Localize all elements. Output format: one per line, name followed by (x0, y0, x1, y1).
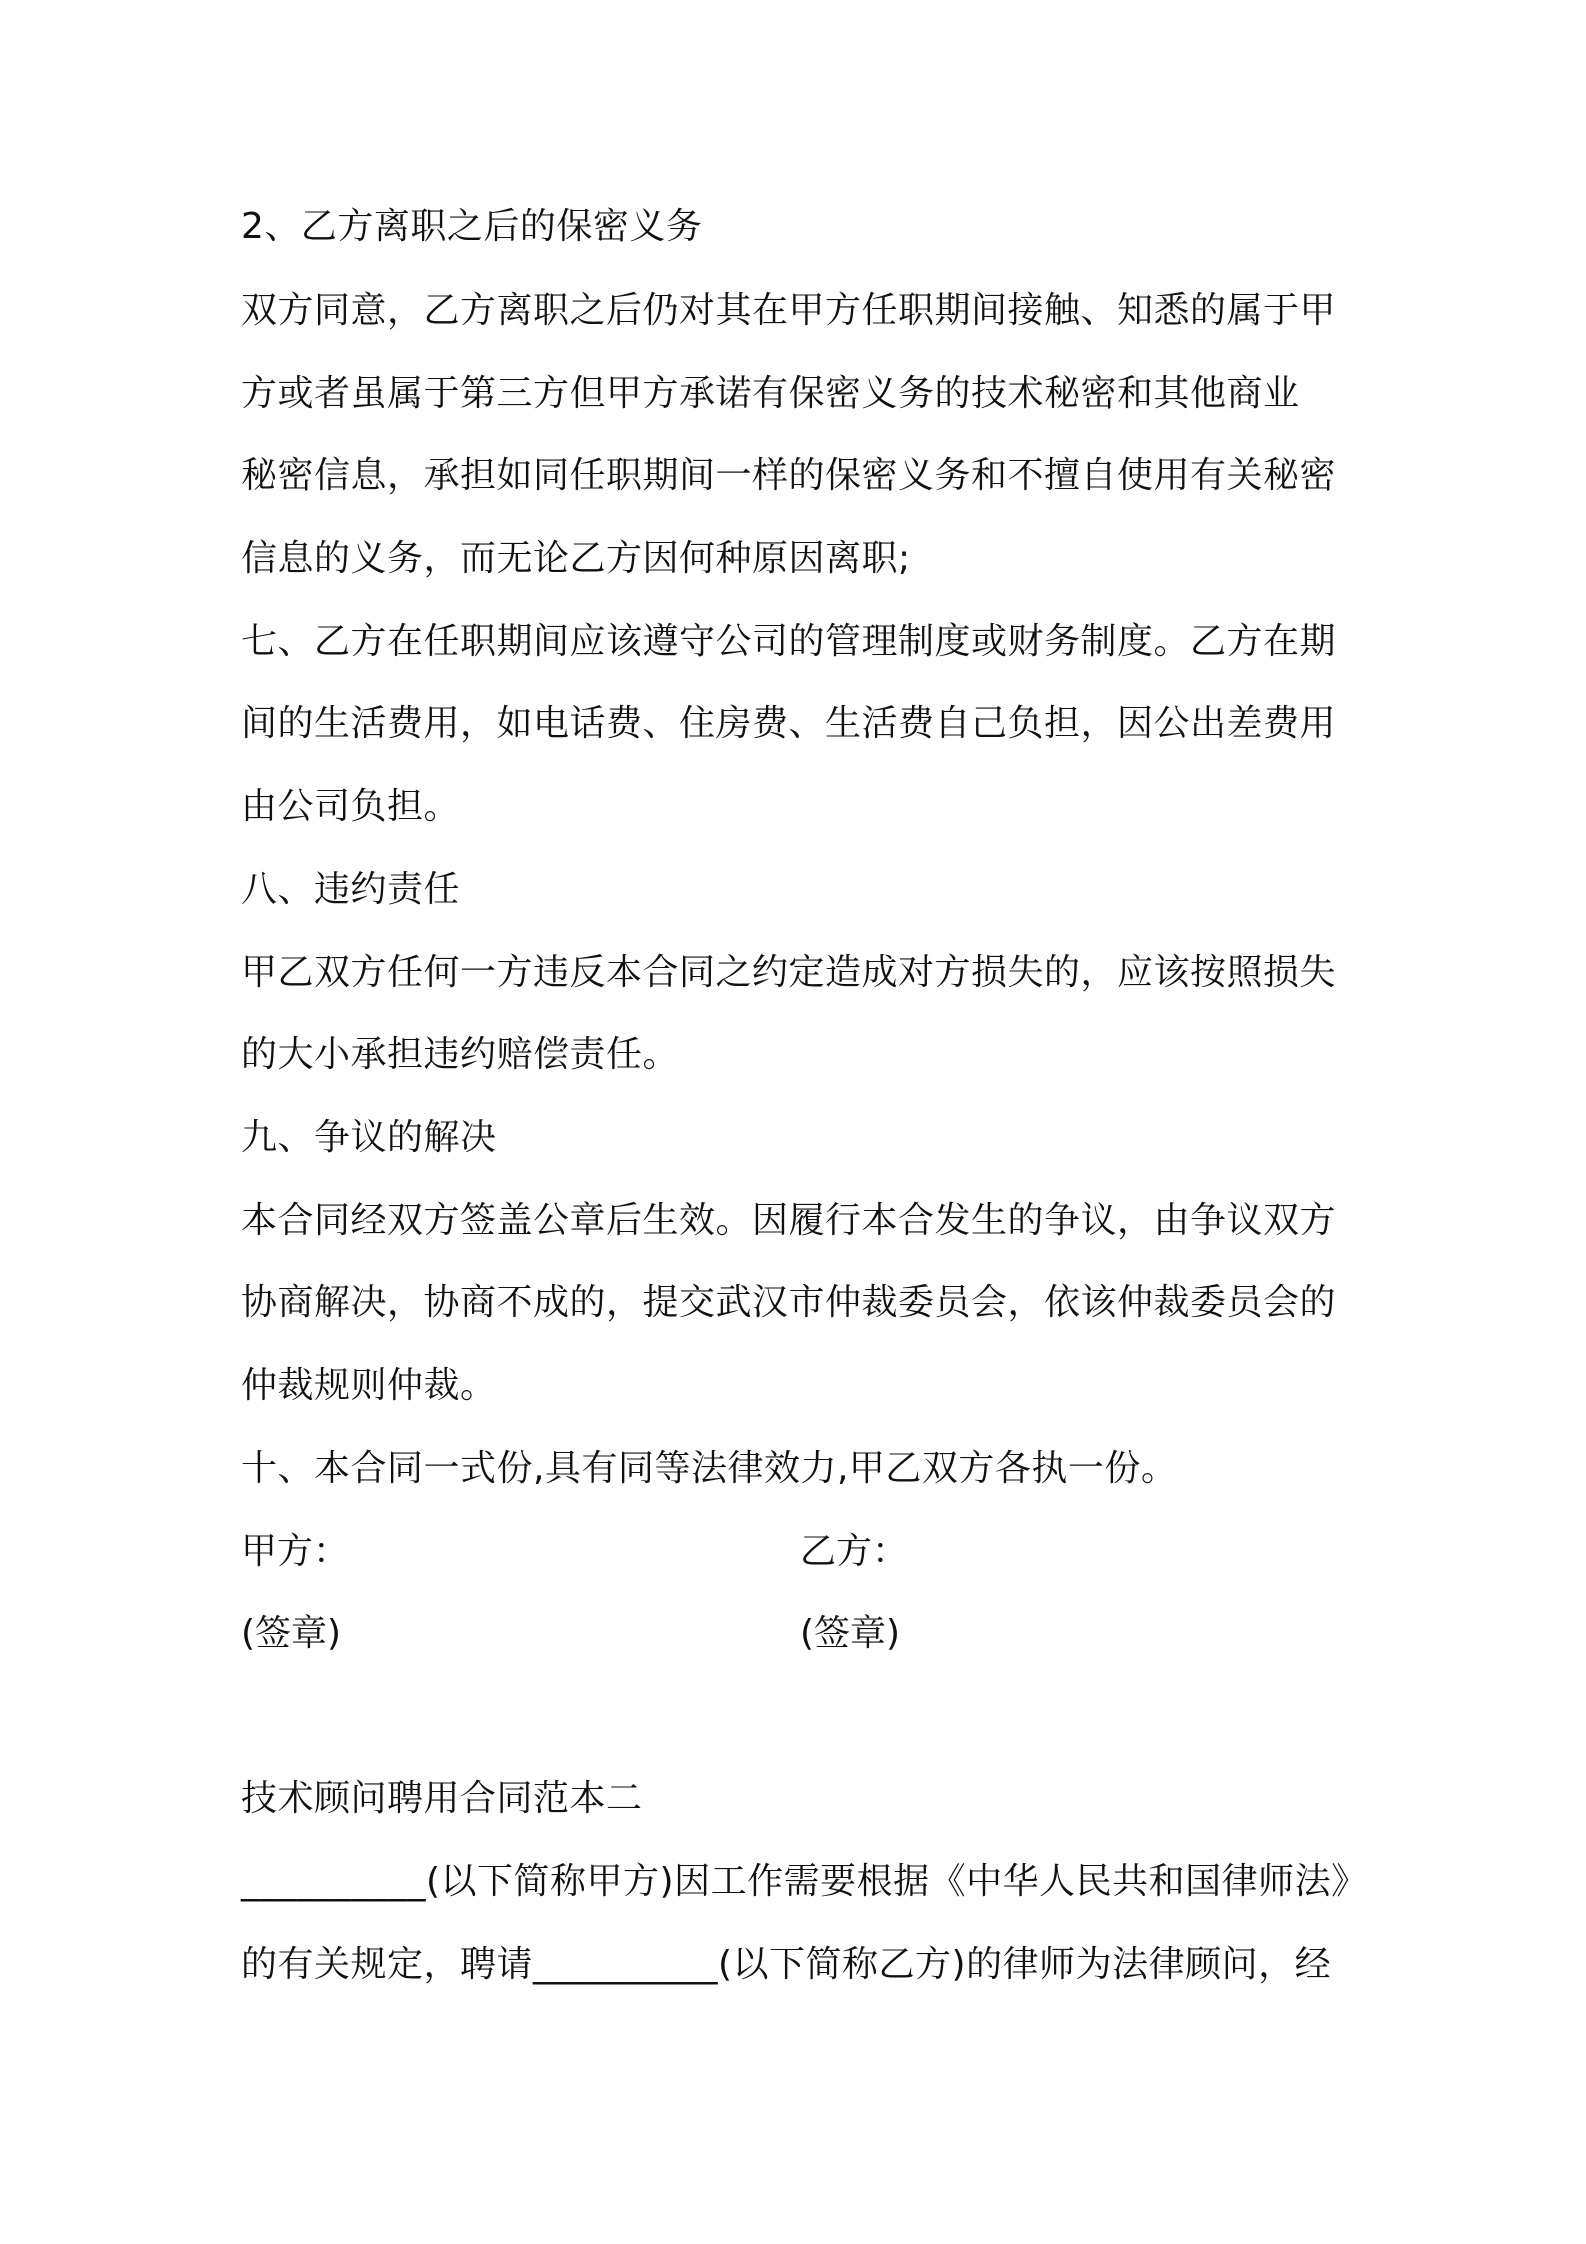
paragraph-line: 仲裁规则仲裁。 (241, 1365, 497, 1406)
party-b-seal: (签章) (800, 1613, 901, 1654)
paragraph-line: __________(以下简称甲方)因工作需要根据《中华人民共和国律师法》 (241, 1861, 1368, 1902)
paragraph-line: 本合同经双方签盖公章后生效。因履行本合发生的争议，由争议双方 (241, 1200, 1337, 1241)
paragraph-line: 协商解决，协商不成的，提交武汉市仲裁委员会，依该仲裁委员会的 (241, 1282, 1337, 1323)
paragraph-line: 双方同意，乙方离职之后仍对其在甲方任职期间接触、知悉的属于甲 (241, 290, 1337, 331)
paragraph-line: 的有关规定，聘请__________(以下简称乙方)的律师为法律顾问，经 (241, 1944, 1332, 1985)
paragraph-line: 信息的义务，而无论乙方因何种原因离职; (241, 538, 911, 579)
paragraph-line: 由公司负担。 (241, 786, 461, 827)
paragraph-line: 秘密信息，承担如同任职期间一样的保密义务和不擅自使用有关秘密 (241, 455, 1337, 496)
section-heading: 九、争议的解决 (241, 1117, 497, 1158)
section-heading: 八、违约责任 (241, 869, 461, 910)
party-a-seal: (签章) (241, 1613, 342, 1654)
paragraph-line: 的大小承担违约赔偿责任。 (241, 1034, 680, 1075)
document-subtitle: 技术顾问聘用合同范本二 (241, 1778, 643, 1819)
paragraph-line: 七、乙方在任职期间应该遵守公司的管理制度或财务制度。乙方在期 (241, 621, 1337, 662)
paragraph-line: 甲乙双方任何一方违反本合同之约定造成对方损失的，应该按照损失 (241, 952, 1337, 993)
section-heading: 2、乙方离职之后的保密义务 (241, 206, 703, 247)
party-b-label: 乙方： (800, 1531, 909, 1572)
paragraph-line: 间的生活费用，如电话费、住房费、生活费自己负担，因公出差费用 (241, 703, 1337, 744)
party-a-label: 甲方： (241, 1531, 350, 1572)
paragraph-line: 十、本合同一式份,具有同等法律效力,甲乙双方各执一份。 (241, 1448, 1178, 1489)
paragraph-line: 方或者虽属于第三方但甲方承诺有保密义务的技术秘密和其他商业 (241, 373, 1300, 414)
